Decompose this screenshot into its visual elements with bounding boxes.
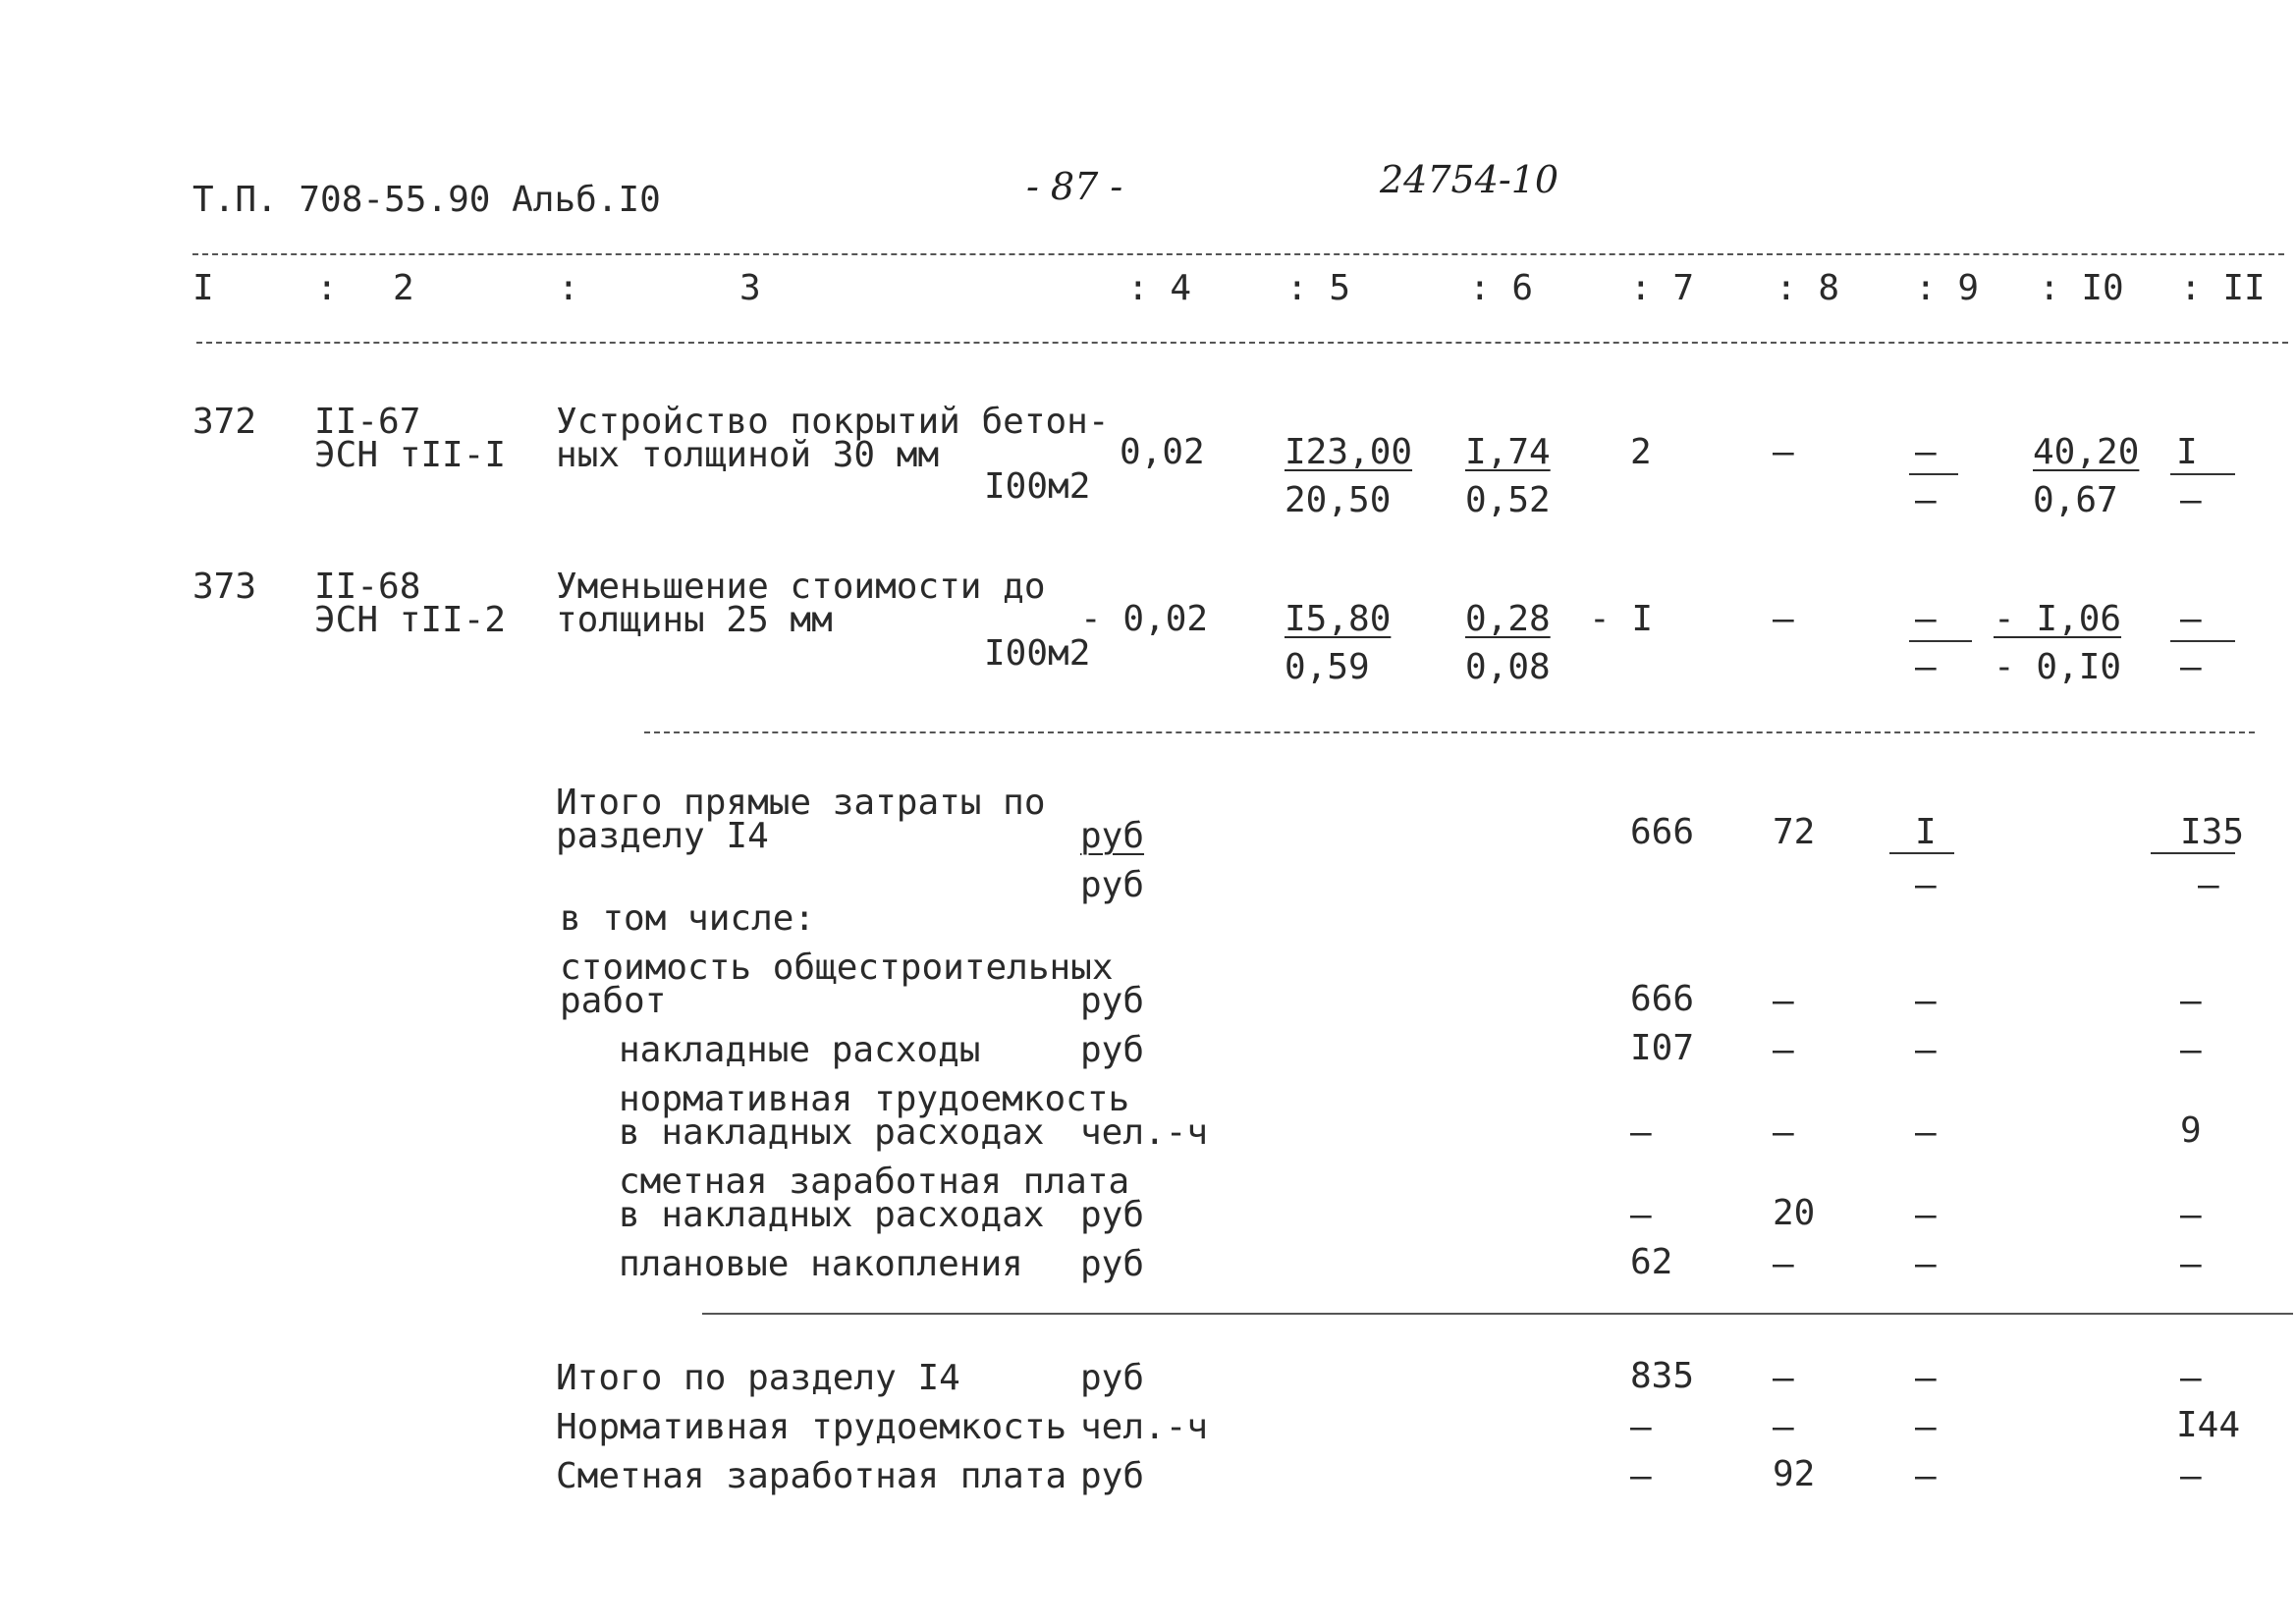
summary-total-wage: – xyxy=(1773,1244,1794,1284)
unit-machine-wage: 0,08 xyxy=(1465,647,1551,687)
summary-total-cost: 62 xyxy=(1630,1242,1673,1282)
col-separator: : xyxy=(316,268,338,308)
machine-wage: – xyxy=(1915,647,1937,687)
unit-cost: I23,00 xyxy=(1285,432,1413,472)
summary-total-cost: 666 xyxy=(1630,979,1695,1019)
summary-label: в накладных расходах xyxy=(619,1112,1045,1153)
col-2-label: 2 xyxy=(393,268,414,308)
labor-total: I xyxy=(2176,432,2198,472)
summary-labor: I35 xyxy=(2180,812,2245,852)
summary-total-wage: 20 xyxy=(1773,1193,1816,1233)
row-number: 373 xyxy=(192,567,257,607)
total-cost: – xyxy=(1630,1407,1652,1447)
top-rule xyxy=(192,253,2284,255)
total-unit: руб xyxy=(1080,1456,1145,1496)
summary-label: плановые накопления xyxy=(619,1244,1023,1284)
summary-label: разделу I4 xyxy=(556,816,769,856)
including-label: в том числе: xyxy=(560,898,816,939)
summary-machine-cost: – xyxy=(1915,1195,1937,1235)
total-wage: – xyxy=(1773,1358,1794,1398)
total-wage: 92 xyxy=(1773,1454,1816,1494)
total-label: Сметная заработная плата xyxy=(556,1456,1067,1496)
col-11-label: : II xyxy=(2180,268,2266,308)
total-wage: – xyxy=(1773,1407,1794,1447)
labor-total: – xyxy=(2180,599,2202,639)
summary-machine-labor: – xyxy=(2198,865,2219,905)
summary-label: работ xyxy=(560,981,667,1021)
summary-total-cost: – xyxy=(1630,1195,1652,1235)
rows-end-rule xyxy=(644,731,2255,733)
document-reference: Т.П. 708-55.90 Альб.I0 xyxy=(192,180,661,220)
summary-labor: – xyxy=(2180,981,2202,1021)
summary-total-wage: – xyxy=(1773,1112,1794,1153)
summary-labor: – xyxy=(2180,1244,2202,1284)
work-description: Уменьшение стоимости до xyxy=(556,567,1046,607)
norm-code: II-67 xyxy=(314,402,421,442)
total-label: Итого по разделу I4 xyxy=(556,1358,960,1398)
summary-label: в накладных расходах xyxy=(619,1195,1045,1235)
total-labor: – xyxy=(2180,1456,2202,1496)
summary-unit: чел.-ч xyxy=(1080,1112,1209,1153)
summary-labor: – xyxy=(2180,1195,2202,1235)
machine-labor-total: – xyxy=(2180,647,2202,687)
summary-unit: руб xyxy=(1080,1195,1145,1235)
total-labor: – xyxy=(2180,1358,2202,1398)
work-description: толщины 25 мм xyxy=(556,600,833,640)
summary-unit: руб xyxy=(1080,1244,1145,1284)
summary-total-cost: I07 xyxy=(1630,1028,1695,1068)
total-cost: - I xyxy=(1589,599,1654,639)
total-label: Нормативная трудоемкость xyxy=(556,1407,1067,1447)
fraction-bar xyxy=(2170,640,2235,642)
norm-collection: ЭСН тII-2 xyxy=(314,600,507,640)
col-6-label: : 6 xyxy=(1469,268,1534,308)
col-5-label: : 5 xyxy=(1286,268,1351,308)
total-unit: чел.-ч xyxy=(1080,1407,1209,1447)
page-number: - 87 - xyxy=(1026,165,1123,208)
summary-machine-cost: – xyxy=(1915,1112,1937,1153)
col-separator: : xyxy=(558,268,579,308)
summary-unit: руб xyxy=(1080,1030,1145,1070)
summary-total-wage: 72 xyxy=(1773,812,1816,852)
summary-total-cost: 666 xyxy=(1630,812,1695,852)
handwritten-stamp-number: 24754-10 xyxy=(1380,158,1559,201)
fraction-bar xyxy=(2151,852,2235,854)
unit-of-measure: I00м2 xyxy=(984,466,1091,507)
labor-per-unit: - I,06 xyxy=(1994,599,2122,639)
unit-machine-cost: 0,28 xyxy=(1465,599,1551,639)
summary-machine-cost: – xyxy=(1915,1030,1937,1070)
summary-label: Итого прямые затраты по xyxy=(556,783,1046,823)
total-unit: руб xyxy=(1080,1358,1145,1398)
machine-labor-total: – xyxy=(2180,480,2202,520)
unit-of-measure: I00м2 xyxy=(984,633,1091,674)
total-wage: – xyxy=(1773,432,1794,472)
norm-collection: ЭСН тII-I xyxy=(314,435,507,475)
machine-cost: – xyxy=(1915,432,1937,472)
summary-machine-cost: I xyxy=(1915,812,1937,852)
col-1-label: I xyxy=(192,268,214,308)
summary-total-wage: – xyxy=(1773,1030,1794,1070)
unit-machine-cost: I,74 xyxy=(1465,432,1551,472)
unit-machine-wage: 0,52 xyxy=(1465,480,1551,520)
fraction-bar xyxy=(1889,852,1954,854)
summary-labor: – xyxy=(2180,1030,2202,1070)
fraction-bar xyxy=(1909,473,1958,475)
quantity: - 0,02 xyxy=(1080,599,1209,639)
col-3-label: 3 xyxy=(739,268,761,308)
summary-unit: руб xyxy=(1080,981,1145,1021)
machine-labor-per-unit: - 0,I0 xyxy=(1994,647,2122,687)
quantity: 0,02 xyxy=(1120,432,1205,472)
total-labor: I44 xyxy=(2176,1405,2241,1445)
summary-unit: руб xyxy=(1080,816,1145,856)
fraction-bar xyxy=(2170,473,2235,475)
summary-unit: руб xyxy=(1080,865,1145,905)
summary-machine-cost: – xyxy=(1915,981,1937,1021)
total-machine-cost: – xyxy=(1915,1456,1937,1496)
total-machine-cost: – xyxy=(1915,1407,1937,1447)
col-7-label: : 7 xyxy=(1630,268,1695,308)
col-9-label: : 9 xyxy=(1915,268,1980,308)
total-cost: 835 xyxy=(1630,1356,1695,1396)
total-wage: – xyxy=(1773,599,1794,639)
norm-code: II-68 xyxy=(314,567,421,607)
summary-label: нормативная трудоемкость xyxy=(619,1079,1130,1119)
summary-labor: 9 xyxy=(2180,1110,2202,1151)
machine-labor-per-unit: 0,67 xyxy=(2033,480,2118,520)
work-description: ных толщиной 30 мм xyxy=(556,435,940,475)
work-description: Устройство покрытий бетон- xyxy=(556,402,1110,442)
summary-label: сметная заработная плата xyxy=(619,1162,1130,1202)
unit-wage: 0,59 xyxy=(1285,647,1370,687)
summary-machine-cost: – xyxy=(1915,1244,1937,1284)
labor-per-unit: 40,20 xyxy=(2033,432,2140,472)
summary-label: стоимость общестроительных xyxy=(560,947,1114,988)
fraction-bar xyxy=(1909,640,1972,642)
summary-label: накладные расходы xyxy=(619,1030,981,1070)
col-4-label: : 4 xyxy=(1127,268,1192,308)
summary-total-wage: – xyxy=(1773,981,1794,1021)
col-8-label: : 8 xyxy=(1776,268,1840,308)
header-rule xyxy=(196,342,2288,344)
row-number: 372 xyxy=(192,402,257,442)
unit-wage: 20,50 xyxy=(1285,480,1392,520)
summary-total-cost: – xyxy=(1630,1112,1652,1153)
col-10-label: : I0 xyxy=(2039,268,2124,308)
total-machine-cost: – xyxy=(1915,1358,1937,1398)
total-cost: – xyxy=(1630,1456,1652,1496)
unit-cost: I5,80 xyxy=(1285,599,1392,639)
summary-end-rule xyxy=(702,1313,2293,1315)
machine-cost: – xyxy=(1915,599,1937,639)
summary-machine-wage: – xyxy=(1915,865,1937,905)
total-cost: 2 xyxy=(1630,432,1652,472)
machine-wage: – xyxy=(1915,480,1937,520)
